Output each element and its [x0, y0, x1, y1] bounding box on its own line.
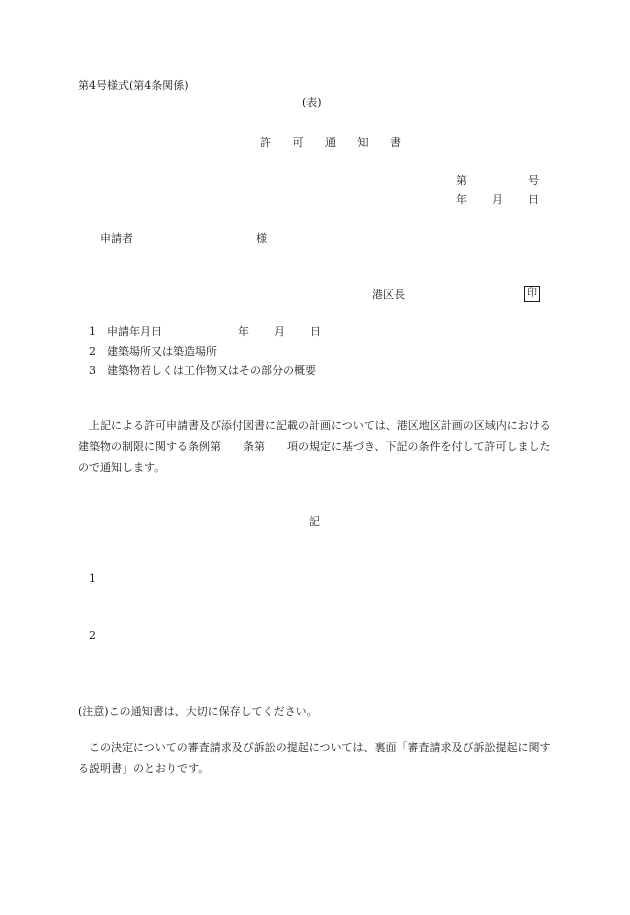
note-text: (注意)この通知書は、大切に保存してください。: [78, 705, 318, 718]
doc-date-year: 年: [456, 193, 467, 206]
doc-date-month: 月: [492, 193, 503, 206]
item-label: 建築物若しくは工作物又はその部分の概要: [107, 364, 316, 377]
item-number: 3: [89, 364, 96, 377]
doc-number-suffix: 号: [528, 174, 539, 187]
item-date-month: 月: [274, 325, 285, 338]
seal-text: 印: [524, 286, 540, 302]
item-number: 1: [89, 325, 96, 338]
item-label: 建築場所又は築造場所: [107, 345, 217, 358]
side-label: (表): [302, 96, 322, 109]
issuer-name: 港区長: [372, 288, 405, 301]
applicant-label: 申請者: [100, 232, 133, 245]
body-paragraph: 上記による許可申請書及び添付図書に記載の計画については、港区地区計画の区域内における建築物の制限に関する条例第 条第 項の規定に基づき、下記の条件を付して許可しましたので通知します。: [78, 419, 551, 474]
condition-number: 1: [89, 572, 96, 585]
doc-number-prefix: 第: [456, 174, 467, 187]
form-number: 第4号様式(第4条関係): [78, 79, 189, 92]
condition-number: 2: [89, 629, 96, 642]
appeal-paragraph: この決定についての審査請求及び訴訟の提起については、裏面「審査請求及び訴訟提起に関する説明書」のとおりです。: [78, 741, 551, 775]
item-date-day: 日: [310, 325, 321, 338]
ki-heading: 記: [309, 515, 320, 528]
seal-mark: [524, 286, 540, 302]
document-title: 許 可 通 知 書: [260, 136, 410, 149]
applicant-honorific: 様: [256, 232, 267, 245]
item-number: 2: [89, 345, 96, 358]
item-label: 申請年月日: [107, 325, 162, 338]
item-date-year: 年: [238, 325, 249, 338]
doc-date-day: 日: [528, 193, 539, 206]
